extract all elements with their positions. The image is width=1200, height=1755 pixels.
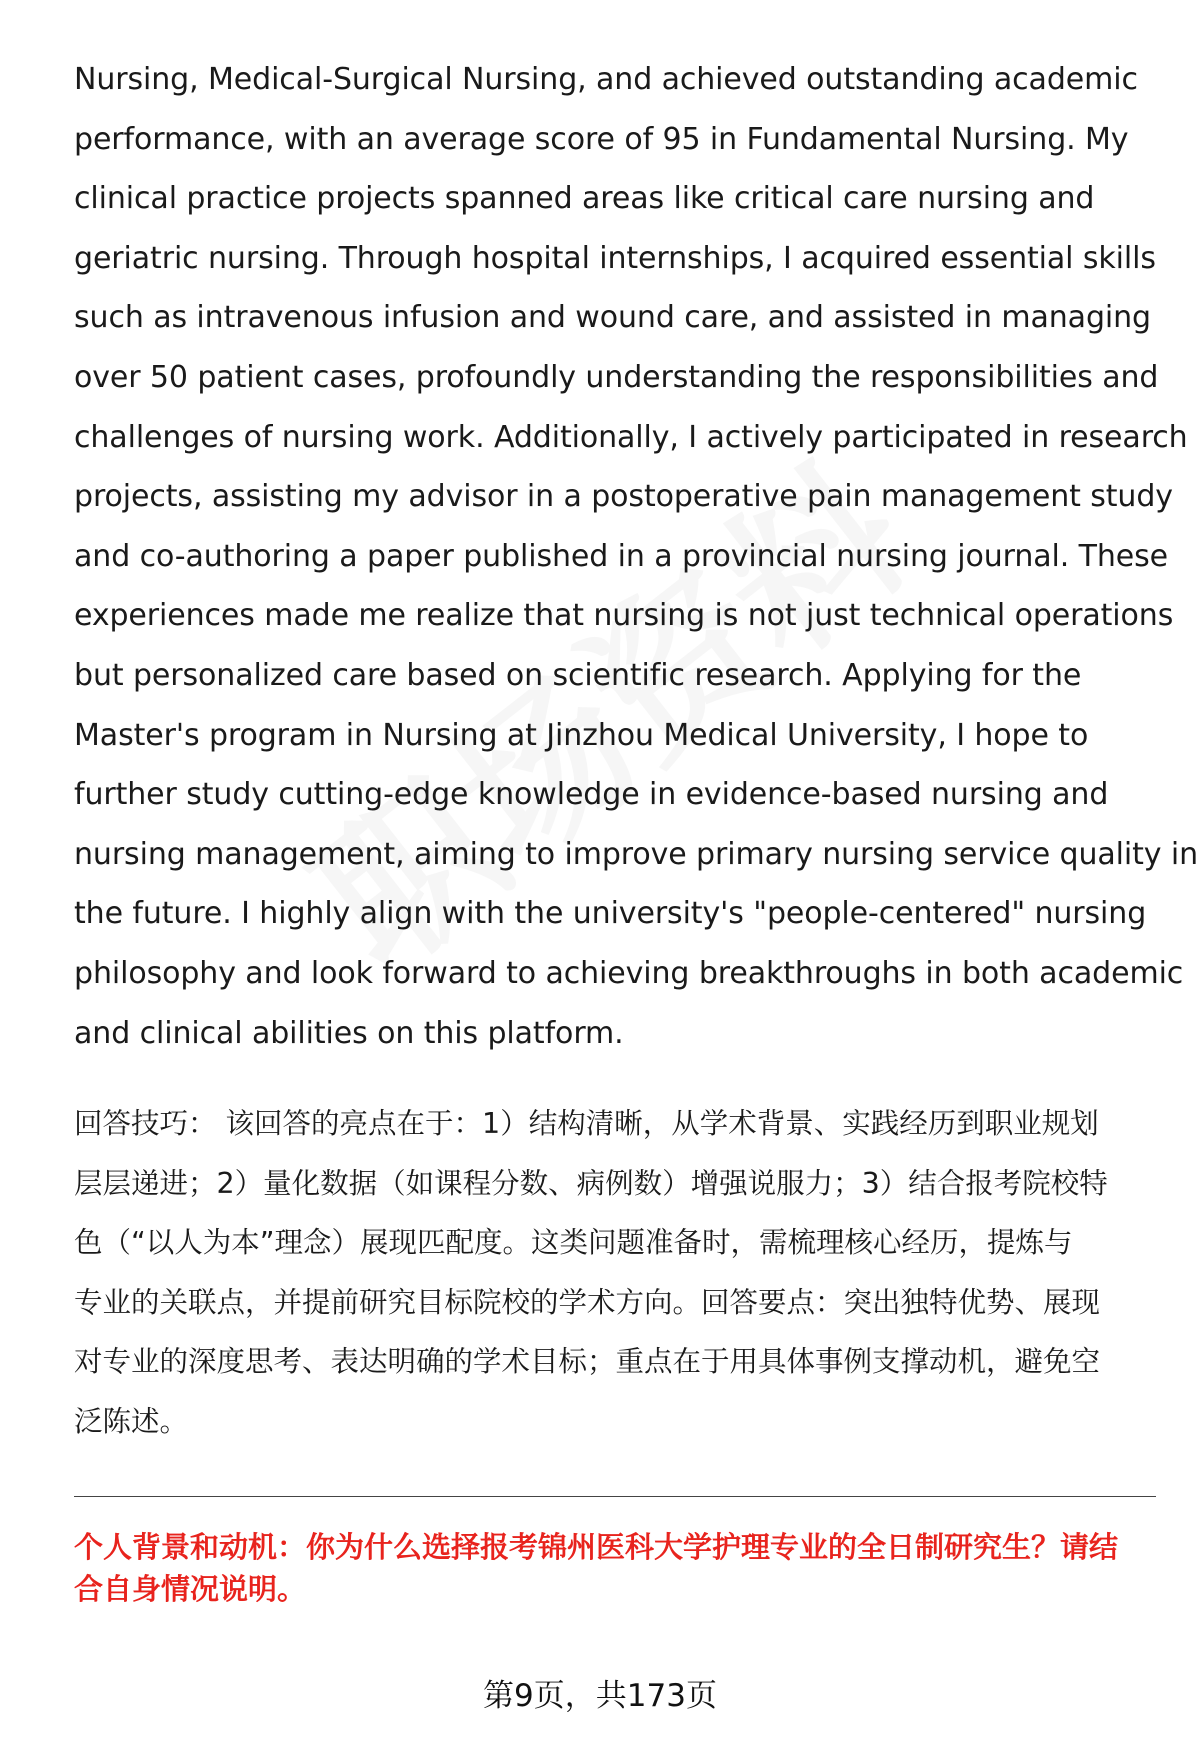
tips-line: 专业的关联点，并提前研究目标院校的学术方向。回答要点：突出独特优势、展现 — [74, 1285, 1101, 1319]
answer-line: projects, assisting my advisor in a postoperative pain management study — [74, 479, 1173, 515]
answer-line: challenges of nursing work. Additionally, I actively participated in research — [74, 419, 1188, 455]
answer-tips — [74, 1094, 1154, 1451]
tips-line: 色（“以人为本”理念）展现匹配度。这类问题准备时，需梳理核心经历，提炼与 — [74, 1226, 1073, 1259]
answer-line: philosophy and look forward to achieving breakthroughs in both academic — [74, 955, 1184, 991]
answer-line: Master's program in Nursing at Jinzhou Medical University, I hope to — [74, 717, 1089, 753]
answer-line: clinical practice projects spanned areas like critical care nursing and — [74, 181, 1095, 217]
answer-line: and co-authoring a paper published in a provincial nursing journal. These — [74, 538, 1169, 574]
answer-paragraph — [74, 50, 1199, 1063]
section-divider — [74, 1496, 1156, 1497]
tips-line: 层层递进；2）量化数据（如课程分数、病例数）增强说服力；3）结合报考院校特 — [74, 1166, 1108, 1200]
answer-line: the future. I highly align with the university's "people-centered" nursing — [74, 896, 1147, 932]
answer-line: such as intravenous infusion and wound care, and assisted in managing — [74, 300, 1151, 336]
answer-line: over 50 patient cases, profoundly understanding the responsibilities and — [74, 359, 1159, 395]
next-question-heading — [74, 1526, 1156, 1610]
question-line: 个人背景和动机：你为什么选择报考锦州医科大学护理专业的全日制研究生？请结 — [74, 1530, 1119, 1564]
tips-line: 对专业的深度思考、表达明确的学术目标；重点在于用具体事例支撑动机，避免空 — [74, 1345, 1101, 1378]
answer-line: geriatric nursing. Through hospital internships, I acquired essential skills — [74, 240, 1156, 276]
answer-line: Nursing, Medical-Surgical Nursing, and achieved outstanding academic — [74, 62, 1138, 97]
answer-line: and clinical abilities on this platform. — [74, 1015, 624, 1051]
page-number: 第9页，共173页 — [483, 1678, 717, 1714]
answer-line: but personalized care based on scientific research. Applying for the — [74, 657, 1082, 693]
question-line: 合自身情况说明。 — [74, 1572, 307, 1606]
answer-line: performance, with an average score of 95 in Fundamental Nursing. My — [74, 121, 1129, 157]
tips-line: 回答技巧： 该回答的亮点在于：1）结构清晰，从学术背景、实践经历到职业规划 — [74, 1107, 1099, 1140]
answer-line: experiences made me realize that nursing is not just technical operations — [74, 598, 1174, 634]
tips-line: 泛陈述。 — [74, 1404, 189, 1438]
answer-line: nursing management, aiming to improve primary nursing service quality in — [74, 836, 1199, 872]
answer-line: further study cutting-edge knowledge in evidence-based nursing and — [74, 777, 1109, 813]
